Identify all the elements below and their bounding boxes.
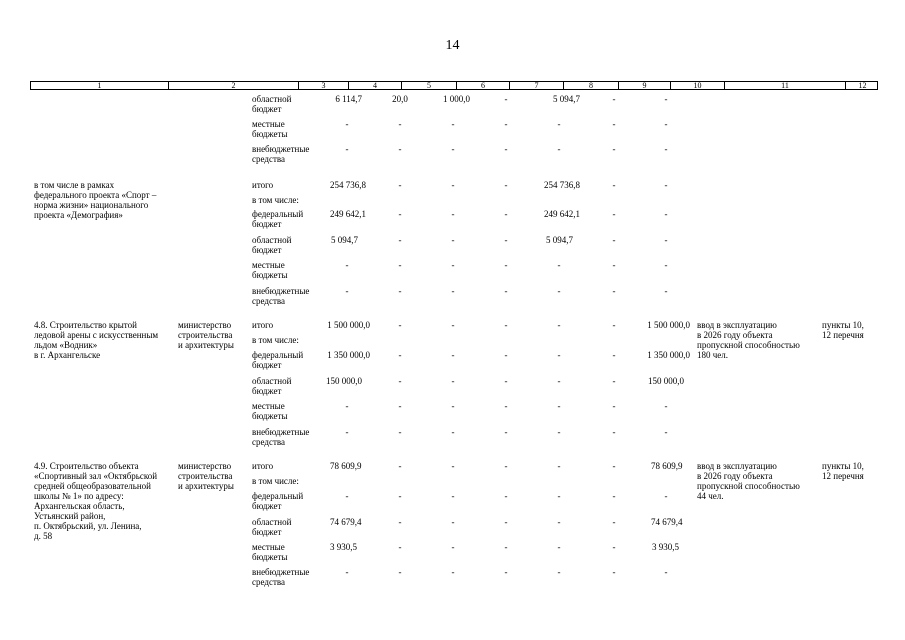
cell: - <box>664 119 668 129</box>
cell: - <box>557 320 561 330</box>
cell: 74 679,4 <box>651 517 683 527</box>
cell: - <box>504 491 508 501</box>
cell: - <box>664 491 668 501</box>
cell: - <box>345 401 349 411</box>
cell: - <box>612 320 616 330</box>
type-extra-line1: внебюджетные <box>252 144 310 154</box>
points: 12 перечня <box>822 330 864 340</box>
cell: - <box>345 567 349 577</box>
cell: - <box>504 286 508 296</box>
cell: - <box>451 376 455 386</box>
executor: министерство <box>178 320 232 330</box>
cell: - <box>504 144 508 154</box>
cell: - <box>451 119 455 129</box>
cell: - <box>504 180 508 190</box>
header-col-12: 12 <box>845 82 879 89</box>
block-name: в том числе в рамках <box>34 180 115 190</box>
cell: - <box>345 491 349 501</box>
cell: - <box>557 427 561 437</box>
type-including: в том числе: <box>252 195 299 205</box>
header-col-8: 8 <box>563 82 618 89</box>
cell: 1 000,0 <box>443 94 470 104</box>
cell: 20,0 <box>392 94 408 104</box>
cell: - <box>398 180 402 190</box>
cell: 78 609,9 <box>651 461 683 471</box>
result: в 2026 году объекта <box>697 471 773 481</box>
cell: - <box>612 144 616 154</box>
type-extra-line1: внебюджетные <box>252 567 310 577</box>
points: пункты 10, <box>822 320 864 330</box>
cell: - <box>557 567 561 577</box>
result: ввод в эксплуатацию <box>697 320 777 330</box>
cell: - <box>557 119 561 129</box>
cell: - <box>612 401 616 411</box>
cell: - <box>451 286 455 296</box>
cell: - <box>451 542 455 552</box>
type-federal-line1: федеральный <box>252 209 304 219</box>
page-number: 14 <box>445 38 460 53</box>
header-col-3: 3 <box>298 82 348 89</box>
cell: 1 500 000,0 <box>327 320 370 330</box>
cell: - <box>451 567 455 577</box>
type-including: в том числе: <box>252 335 299 345</box>
type-total: итого <box>252 320 274 330</box>
cell: - <box>345 286 349 296</box>
cell: - <box>612 350 616 360</box>
cell: - <box>451 401 455 411</box>
cell: - <box>398 376 402 386</box>
cell: - <box>451 517 455 527</box>
type-including: в том числе: <box>252 476 299 486</box>
cell: - <box>664 260 668 270</box>
cell: - <box>504 567 508 577</box>
executor: и архитектуры <box>178 481 234 491</box>
cell: - <box>504 376 508 386</box>
cell: - <box>451 461 455 471</box>
block-name: норма жизни» национального <box>34 200 149 210</box>
cell: - <box>504 235 508 245</box>
cell: - <box>664 235 668 245</box>
cell: 74 679,4 <box>330 517 362 527</box>
cell: 249 642,1 <box>330 209 366 219</box>
cell: - <box>345 144 349 154</box>
type-extra-line1: внебюджетные <box>252 286 310 296</box>
type-federal-line2: бюджет <box>252 501 282 511</box>
type-local-line2: бюджеты <box>252 552 288 562</box>
cell: - <box>398 567 402 577</box>
type-extra-line2: средства <box>252 154 286 164</box>
type-total: итого <box>252 461 274 471</box>
cell: - <box>398 235 402 245</box>
cell: 254 736,8 <box>330 180 366 190</box>
executor: и архитектуры <box>178 340 234 350</box>
table-header <box>30 81 878 90</box>
cell: 1 350 000,0 <box>327 350 370 360</box>
cell: - <box>664 286 668 296</box>
cell: - <box>398 401 402 411</box>
type-federal-line2: бюджет <box>252 360 282 370</box>
type-regional-line2: бюджет <box>252 245 282 255</box>
cell: - <box>557 260 561 270</box>
cell: 254 736,8 <box>544 180 580 190</box>
block-name: ледовой арены с искусственным <box>34 330 159 340</box>
type-extra-line2: средства <box>252 437 286 447</box>
cell: - <box>612 119 616 129</box>
type-local-line1: местные <box>252 260 285 270</box>
cell: - <box>612 286 616 296</box>
type-federal-line2: бюджет <box>252 219 282 229</box>
cell: - <box>345 427 349 437</box>
block-name: д. 58 <box>34 531 53 541</box>
cell: - <box>451 180 455 190</box>
cell: - <box>504 542 508 552</box>
cell: - <box>398 461 402 471</box>
block-name: средней общеобразовательной <box>34 481 151 491</box>
cell: - <box>664 209 668 219</box>
cell: - <box>504 427 508 437</box>
result: в 2026 году объекта <box>697 330 773 340</box>
cell: - <box>557 461 561 471</box>
result: 44 чел. <box>697 491 724 501</box>
cell: - <box>504 320 508 330</box>
type-extra-line2: средства <box>252 296 286 306</box>
type-regional-line1: областной <box>252 376 292 386</box>
cell: 1 350 000,0 <box>647 350 690 360</box>
cell: - <box>664 180 668 190</box>
cell: - <box>451 209 455 219</box>
cell: 150 000,0 <box>326 376 362 386</box>
cell: - <box>612 567 616 577</box>
header-col-7: 7 <box>509 82 563 89</box>
cell: 5 094,7 <box>553 94 580 104</box>
type-federal-line1: федеральный <box>252 350 304 360</box>
cell: - <box>345 260 349 270</box>
block-name: Устьянский район, <box>34 511 106 521</box>
cell: - <box>612 94 616 104</box>
cell: - <box>612 427 616 437</box>
executor: строительства <box>178 330 233 340</box>
block-name: п. Октябрьский, ул. Ленина, <box>34 521 142 531</box>
result: пропускной способностью <box>697 340 800 350</box>
cell: 1 500 000,0 <box>647 320 690 330</box>
block-name: проекта «Демография» <box>34 210 123 220</box>
block-name: льдом «Водник» <box>34 340 98 350</box>
type-regional-line1: областной <box>252 517 292 527</box>
points: 12 перечня <box>822 471 864 481</box>
cell: - <box>398 320 402 330</box>
cell: - <box>504 401 508 411</box>
block-name: 4.8. Строительство крытой <box>34 320 137 330</box>
cell: - <box>612 180 616 190</box>
cell: - <box>451 260 455 270</box>
cell: 78 609,9 <box>330 461 362 471</box>
type-regional-line1: областной <box>252 235 292 245</box>
cell: - <box>398 144 402 154</box>
cell: - <box>664 144 668 154</box>
cell: - <box>557 542 561 552</box>
cell: 249 642,1 <box>544 209 580 219</box>
cell: - <box>557 401 561 411</box>
cell: - <box>398 427 402 437</box>
type-federal-line1: федеральный <box>252 491 304 501</box>
cell: - <box>398 209 402 219</box>
cell: 6 114,7 <box>335 94 362 104</box>
cell: - <box>451 235 455 245</box>
cell: - <box>664 401 668 411</box>
executor: строительства <box>178 471 233 481</box>
block-name: в г. Архангельске <box>34 350 101 360</box>
cell: - <box>557 491 561 501</box>
header-col-10: 10 <box>670 82 724 89</box>
cell: - <box>557 517 561 527</box>
cell: - <box>345 119 349 129</box>
block-name: «Спортивный зал «Октябрьской <box>34 471 158 481</box>
block-name: федерального проекта «Спорт – <box>34 190 157 200</box>
cell: - <box>664 94 668 104</box>
cell: - <box>612 542 616 552</box>
executor: министерство <box>178 461 232 471</box>
type-extra-line2: средства <box>252 577 286 587</box>
cell: - <box>504 119 508 129</box>
cell: - <box>612 260 616 270</box>
type-local-line2: бюджеты <box>252 411 288 421</box>
cell: - <box>612 209 616 219</box>
cell: - <box>664 567 668 577</box>
cell: - <box>504 350 508 360</box>
cell: - <box>557 286 561 296</box>
result: 180 чел. <box>697 350 729 360</box>
cell: 3 930,5 <box>330 542 357 552</box>
cell: - <box>557 376 561 386</box>
type-local-line2: бюджеты <box>252 270 288 280</box>
cell: - <box>664 427 668 437</box>
points: пункты 10, <box>822 461 864 471</box>
type-regional-line2: бюджет <box>252 104 282 114</box>
cell: - <box>612 376 616 386</box>
header-col-6: 6 <box>456 82 509 89</box>
cell: - <box>398 286 402 296</box>
cell: - <box>398 260 402 270</box>
cell: - <box>612 461 616 471</box>
type-local-line2: бюджеты <box>252 129 288 139</box>
header-col-1: 1 <box>97 81 102 90</box>
header-col-9: 9 <box>618 82 670 89</box>
cell: - <box>398 119 402 129</box>
cell: - <box>451 144 455 154</box>
cell: 5 094,7 <box>546 235 573 245</box>
type-local-line1: местные <box>252 401 285 411</box>
cell: 3 930,5 <box>652 542 679 552</box>
cell: - <box>557 350 561 360</box>
cell: - <box>504 461 508 471</box>
cell: - <box>398 350 402 360</box>
cell: - <box>504 517 508 527</box>
result: пропускной способностью <box>697 481 800 491</box>
header-col-4: 4 <box>348 82 401 89</box>
cell: - <box>451 320 455 330</box>
cell: - <box>504 94 508 104</box>
cell: 150 000,0 <box>648 376 684 386</box>
type-local-line1: местные <box>252 119 285 129</box>
cell: - <box>398 517 402 527</box>
cell: - <box>451 427 455 437</box>
cell: - <box>504 260 508 270</box>
cell: 5 094,7 <box>331 235 358 245</box>
header-col-2: 2 <box>168 82 298 89</box>
cell: - <box>612 235 616 245</box>
cell: - <box>612 517 616 527</box>
block-name: Архангельская область, <box>34 501 125 511</box>
type-local-line1: местные <box>252 542 285 552</box>
type-regional-line2: бюджет <box>252 386 282 396</box>
cell: - <box>557 144 561 154</box>
header-col-5: 5 <box>401 82 456 89</box>
block-name: школы № 1» по адресу: <box>34 491 124 501</box>
block-name: 4.9. Строительство объекта <box>34 461 139 471</box>
type-regional-line2: бюджет <box>252 527 282 537</box>
type-extra-line1: внебюджетные <box>252 427 310 437</box>
cell: - <box>398 491 402 501</box>
cell: - <box>504 209 508 219</box>
cell: - <box>398 542 402 552</box>
header-col-11: 11 <box>724 82 845 89</box>
type-regional-line1: областной <box>252 94 292 104</box>
result: ввод в эксплуатацию <box>697 461 777 471</box>
cell: - <box>451 491 455 501</box>
cell: - <box>612 491 616 501</box>
cell: - <box>451 350 455 360</box>
type-total: итого <box>252 180 274 190</box>
